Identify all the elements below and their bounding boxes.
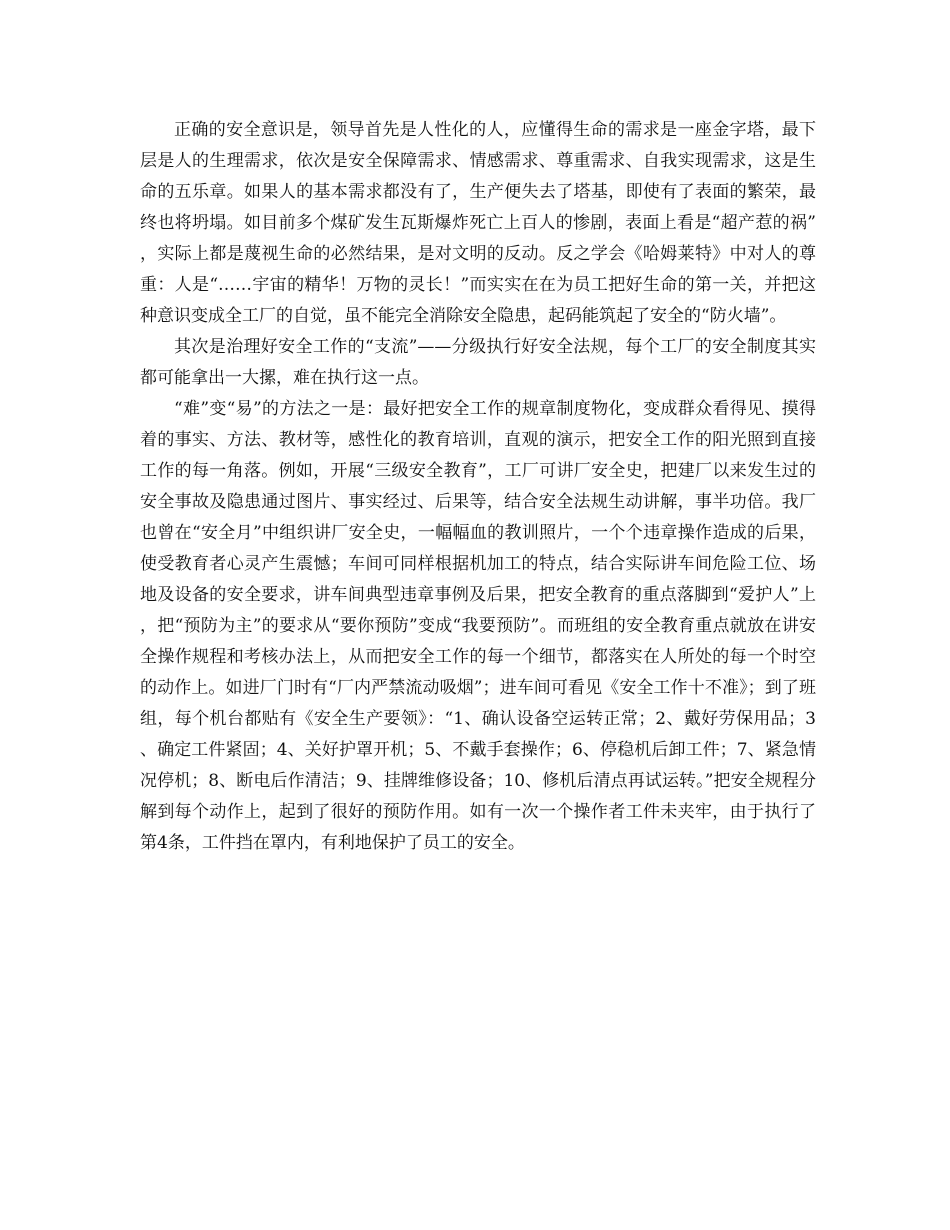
paragraph-safety-awareness: 正确的安全意识是，领导首先是人性化的人，应懂得生命的需求是一座金字塔，最下层是人的生理需求，依次是安全保障需求、情感需求、尊重需求、自我实现需求，这是生命的五乐章。如果人的基本需求都没有了，生产便失去了塔基，即使有了表面的繁荣，最终也将坍塌。如目前多个煤矿发生瓦斯爆炸死亡上百人的惨剧，表面上看是“超产惹的祸”，实际上都是蔑视生命的必然结果，是对文明的反动。反之学会《哈姆莱特》中对人的尊重：人是“……宇宙的精华！万物的灵长！”而实实在在为员工把好生命的第一关，并把这种意识变成全工厂的自觉，虽不能完全消除安全隐患，起码能筑起了安全的“防火墙”。 [140, 120, 816, 326]
paragraph-safety-education-methods: “难”变“易”的方法之一是：最好把安全工作的规章制度物化，变成群众看得见、摸得着的事实、方法、教材等，感性化的教育培训，直观的演示，把安全工作的阳光照到直接工作的每一角落。例如，开展“三级安全教育”，工厂可讲厂安全史，把建厂以来发生过的安全事故及隐患通过图片、事实经过、后果等，结合安全法规生动讲解，事半功倍。我厂也曾在“安全月”中组织讲厂安全史，一幅幅血的教训照片，一个个违章操作造成的后果，使受教育者心灵产生震憾；车间可同样根据机加工的特点，结合实际讲车间危险工位、场地及设备的安全要求，讲车间典型违章事例及后果，把安全教育的重点落脚到“爱护人”上，把“预防为主”的要求从“要你预防”变成“我要预防”。而班组的安全教育重点就放在讲安全操作规程和考核办法上，从而把安全工作的每一个细节，都落实在人所处的每一个时空的动作上。如进厂门时有“厂内严禁流动吸烟”；进车间可看见《安全工作十不准》；到了班组，每个机台都贴有《安全生产要领》：“1、确认设备空运转正常；2、戴好劳保用品；3、确定工件紧固；4、关好护罩开机；5、不戴手套操作；6、停稳机后卸工件；7、紧急情况停机；8、断电后作清洁；9、挂牌维修设备；10、修机后清点再试运转。”把安全规程分解到每个动作上，起到了很好的预防作用。如有一次一个操作者工件未夹牢，由于执行了第4条，工件挡在罩内，有利地保护了员工的安全。 [140, 399, 816, 853]
paragraph-safety-regulations: 其次是治理好安全工作的“支流”——分级执行好安全法规，每个工厂的安全制度其实都可能拿出一大摞，难在执行这一点。 [140, 337, 816, 388]
document-page [140, 115, 816, 859]
